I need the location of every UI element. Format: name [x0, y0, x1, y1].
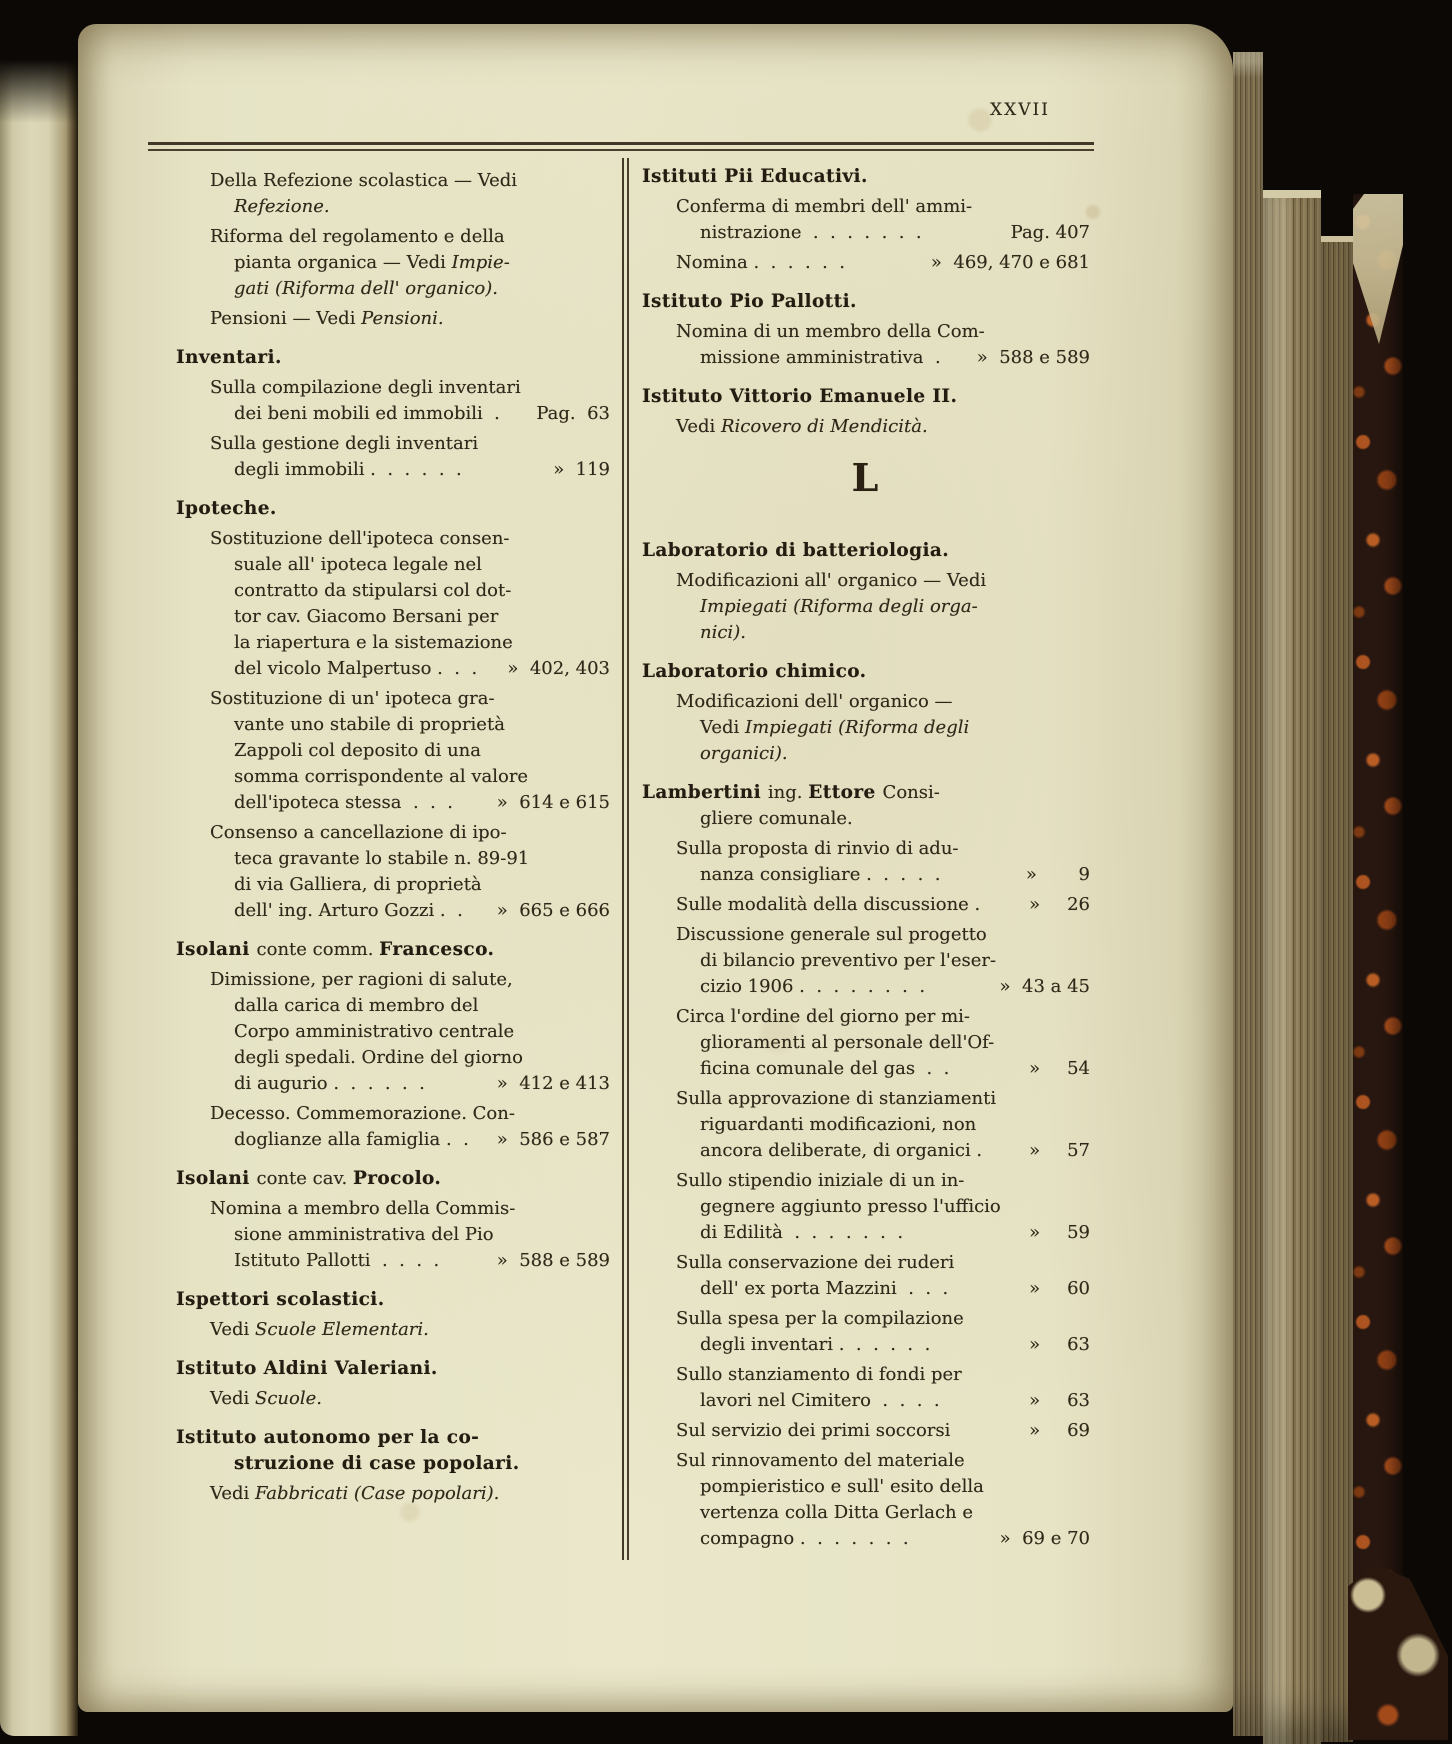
left-column — [176, 164, 610, 1507]
text-line — [642, 220, 1090, 246]
index-entry — [176, 224, 610, 302]
text-segment: glioramenti al personale dell'Of- — [700, 1032, 995, 1053]
text-segment: Pensioni — Vedi — [210, 308, 362, 329]
page-ref: Pag. 63 — [536, 403, 610, 424]
text-segment: gegnere aggiunto presso l'ufficio — [700, 1196, 1001, 1217]
text-line — [176, 375, 610, 401]
text-line — [642, 194, 1090, 220]
index-section-header — [176, 496, 610, 522]
text-segment: la riapertura e la sistemazione — [234, 632, 513, 653]
text-segment: Procolo. — [352, 1168, 442, 1189]
text-line — [176, 1386, 610, 1412]
text-segment: Refezione. — [234, 196, 330, 217]
left-page-edge — [0, 34, 78, 1736]
text-line — [642, 1362, 1090, 1388]
text-segment: Istituto autonomo per la co- — [176, 1427, 480, 1448]
text-segment: Fabbricati (Case popolari). — [255, 1483, 500, 1504]
text-segment: dei beni mobili ed immobili . — [234, 403, 500, 424]
text-segment: Vedi — [210, 1388, 255, 1409]
index-entry — [176, 526, 610, 682]
index-entry — [642, 1448, 1090, 1552]
text-line — [176, 224, 610, 250]
text-segment: Istituto Pallotti . . . . — [234, 1250, 440, 1271]
fore-edge-pages — [1321, 236, 1353, 1742]
text-segment: Sulla spesa per la compilazione — [676, 1308, 964, 1329]
text-line — [176, 872, 610, 898]
text-segment: dell' ing. Arturo Gozzi . . — [234, 900, 463, 921]
text-segment: Pensioni. — [361, 308, 444, 329]
text-segment: Modificazioni all' organico — Vedi — [676, 570, 987, 591]
text-segment: organici). — [700, 743, 788, 764]
index-section-header — [176, 1166, 610, 1192]
text-line — [642, 1250, 1090, 1276]
text-segment: gliere comunale. — [700, 808, 853, 829]
text-line — [642, 1030, 1090, 1056]
index-section-header — [642, 289, 1090, 315]
index-entry — [642, 194, 1090, 246]
text-segment: Ettore — [808, 782, 883, 803]
text-segment: cizio 1906 . . . . . . . . — [700, 976, 926, 997]
index-section-header — [642, 659, 1090, 685]
page-ref: » 57 — [1029, 1140, 1090, 1161]
text-segment: Sulla gestione degli inventari — [210, 433, 479, 454]
page-ref: » 63 — [1029, 1390, 1090, 1411]
text-segment: vante uno stabile di proprietà — [234, 714, 505, 735]
text-segment: degli immobili . . . . . . — [234, 459, 462, 480]
text-segment: dell'ipoteca stessa . . . — [234, 792, 453, 813]
text-segment: Istituto Vittorio Emanuele II. — [642, 386, 958, 407]
text-line — [642, 1168, 1090, 1194]
text-segment: conte comm. — [256, 939, 380, 960]
text-line — [642, 892, 1090, 918]
text-segment: Dimissione, per ragioni di salute, — [210, 969, 513, 990]
text-line — [642, 715, 1090, 741]
text-segment: Riforma del regolamento e della — [210, 226, 505, 247]
text-line — [642, 414, 1090, 440]
text-line — [642, 538, 1090, 564]
text-segment: Zappoli col deposito di una — [234, 740, 481, 761]
text-segment: lavori nel Cimitero . . . . — [700, 1390, 940, 1411]
text-segment: contratto da stipularsi col dot- — [234, 580, 512, 601]
text-line — [176, 630, 610, 656]
text-segment: Sul servizio dei primi soccorsi — [676, 1420, 951, 1441]
text-line — [642, 319, 1090, 345]
text-segment: Modificazioni dell' organico — — [676, 691, 953, 712]
text-line — [642, 1500, 1090, 1526]
text-segment: Ricovero di Mendicità. — [721, 416, 928, 437]
text-line — [176, 1248, 610, 1274]
index-entry — [176, 1386, 610, 1412]
text-line — [176, 1127, 610, 1153]
page-ref: » 54 — [1029, 1058, 1090, 1079]
right-column — [642, 164, 1090, 1552]
text-segment: ing. — [767, 782, 809, 803]
text-segment: Sulla approvazione di stanziamenti — [676, 1088, 997, 1109]
index-section-header — [642, 538, 1090, 564]
index-entry — [176, 431, 610, 483]
text-segment: Sostituzione di un' ipoteca gra- — [210, 688, 495, 709]
text-line — [642, 289, 1090, 315]
index-entry — [176, 168, 610, 220]
text-segment: suale all' ipoteca legale nel — [234, 554, 482, 575]
text-segment: Discussione generale sul progetto — [676, 924, 987, 945]
text-line — [642, 620, 1090, 646]
text-segment: del vicolo Malpertuso . . . — [234, 658, 478, 679]
text-line — [176, 656, 610, 682]
text-line — [176, 1451, 610, 1477]
index-entry — [642, 1168, 1090, 1246]
text-segment: nanza consigliare . . . . . — [700, 864, 941, 885]
text-line — [642, 1388, 1090, 1414]
text-line — [176, 1287, 610, 1313]
text-line — [176, 1425, 610, 1451]
text-line — [642, 974, 1090, 1000]
page-number: XXVII — [990, 100, 1050, 120]
index-entry — [642, 1306, 1090, 1358]
index-section-header — [642, 780, 1090, 832]
index-entry — [176, 1101, 610, 1153]
index-entry — [642, 1418, 1090, 1444]
index-entry — [176, 820, 610, 924]
index-entry — [176, 306, 610, 332]
text-line — [176, 790, 610, 816]
text-line — [642, 948, 1090, 974]
index-entry — [642, 836, 1090, 888]
text-line — [176, 578, 610, 604]
text-line — [176, 604, 610, 630]
header-rule — [148, 142, 1094, 151]
text-segment: Inventari. — [176, 347, 282, 368]
index-entry — [642, 1362, 1090, 1414]
text-line — [176, 345, 610, 371]
fore-edge-pages — [1263, 190, 1321, 1744]
text-segment: Francesco. — [379, 939, 495, 960]
text-segment: di augurio . . . . . . — [234, 1073, 425, 1094]
text-segment: Vedi — [210, 1319, 255, 1340]
text-segment: Conferma di membri dell' ammi- — [676, 196, 973, 217]
index-entry — [176, 1481, 610, 1507]
text-line — [176, 1019, 610, 1045]
text-line — [176, 1071, 610, 1097]
index-entry — [642, 922, 1090, 1000]
text-line — [642, 568, 1090, 594]
text-line — [642, 250, 1090, 276]
text-line — [176, 898, 610, 924]
text-line — [642, 1138, 1090, 1164]
text-segment: Nomina a membro della Commis- — [210, 1198, 516, 1219]
text-segment: Ispettori scolastici. — [176, 1289, 385, 1310]
text-segment: Isolani — [176, 1168, 257, 1189]
text-line — [642, 1526, 1090, 1552]
text-segment: teca gravante lo stabile n. 89-91 — [234, 848, 530, 869]
text-line — [642, 1418, 1090, 1444]
text-segment: Sostituzione dell'ipoteca consen- — [210, 528, 510, 549]
text-segment: Scuole Elementari. — [255, 1319, 429, 1340]
text-segment: Nomina . . . . . . — [676, 252, 846, 273]
page-ref: » 586 e 587 — [496, 1129, 610, 1150]
index-section-header — [176, 345, 610, 371]
text-line — [176, 552, 610, 578]
text-line — [642, 806, 1090, 832]
text-segment: sione amministrativa del Pio — [234, 1224, 494, 1245]
page-ref: » 402, 403 — [507, 658, 610, 679]
index-entry — [176, 1317, 610, 1343]
text-segment: Istituto Pio Pallotti. — [642, 291, 857, 312]
page-ref: » 63 — [1029, 1334, 1090, 1355]
text-segment: pianta organica — Vedi — [234, 252, 452, 273]
text-segment: dalla carica di membro del — [234, 995, 479, 1016]
text-line — [176, 937, 610, 963]
text-line — [642, 1448, 1090, 1474]
text-line — [176, 526, 610, 552]
text-segment: Impiegati (Riforma degli — [745, 717, 970, 738]
text-line — [642, 1004, 1090, 1030]
text-line — [176, 250, 610, 276]
text-segment: Scuole. — [255, 1388, 322, 1409]
text-segment: degli spedali. Ordine del giorno — [234, 1047, 523, 1068]
page-ref: » 412 e 413 — [496, 1073, 610, 1094]
text-segment: ancora deliberate, di organici . — [700, 1140, 983, 1161]
index-entry — [176, 967, 610, 1097]
page-ref: » 26 — [1029, 894, 1090, 915]
text-line — [176, 1166, 610, 1192]
text-line — [176, 1196, 610, 1222]
text-segment: tor cav. Giacomo Bersani per — [234, 606, 499, 627]
index-entry — [642, 1250, 1090, 1302]
text-line — [642, 164, 1090, 190]
text-line — [642, 384, 1090, 410]
text-segment: Sulla conservazione dei ruderi — [676, 1252, 955, 1273]
text-segment: Impiegati (Riforma degli orga- — [700, 596, 978, 617]
index-entry — [642, 892, 1090, 918]
text-line — [176, 686, 610, 712]
text-line — [642, 922, 1090, 948]
text-line — [176, 1222, 610, 1248]
text-segment: ficina comunale del gas . . — [700, 1058, 950, 1079]
text-segment: Vedi — [676, 416, 721, 437]
page-ref: » 69 e 70 — [999, 1528, 1090, 1549]
index-section-header — [176, 1356, 610, 1382]
page-ref: » 69 — [1029, 1420, 1090, 1441]
text-segment: Laboratorio di batteriologia. — [642, 540, 950, 561]
text-line — [176, 967, 610, 993]
text-line — [642, 836, 1090, 862]
text-segment: compagno . . . . . . . — [700, 1528, 909, 1549]
text-line — [642, 1306, 1090, 1332]
text-line — [642, 1086, 1090, 1112]
text-segment: Isolani — [176, 939, 257, 960]
text-segment: somma corrispondente al valore — [234, 766, 529, 787]
index-entry — [642, 1086, 1090, 1164]
text-segment: vertenza colla Ditta Gerlach e — [700, 1502, 974, 1523]
page-ref: » 9 — [1025, 864, 1090, 885]
index-section-header — [642, 164, 1090, 190]
text-segment: Sul rinnovamento del materiale — [676, 1450, 965, 1471]
text-segment: Istituto Aldini Valeriani. — [176, 1358, 438, 1379]
page-ref: » 469, 470 e 681 — [930, 252, 1090, 273]
text-line — [176, 738, 610, 764]
text-line — [176, 764, 610, 790]
text-segment: di via Galliera, di proprietà — [234, 874, 482, 895]
text-segment: Laboratorio chimico. — [642, 661, 867, 682]
text-segment: Decesso. Commemorazione. Con- — [210, 1103, 515, 1124]
text-segment: Ipoteche. — [176, 498, 277, 519]
page-ref: » 43 a 45 — [999, 976, 1090, 997]
index-section-header — [642, 384, 1090, 410]
page-ref: » 665 e 666 — [496, 900, 610, 921]
column-divider — [622, 158, 629, 1560]
index-entry — [176, 375, 610, 427]
text-line — [642, 780, 1090, 806]
text-segment: conte cav. — [256, 1168, 353, 1189]
text-line — [176, 846, 610, 872]
text-segment: di bilancio preventivo per l'eser- — [700, 950, 997, 971]
text-segment: gati (Riforma dell' organico). — [234, 278, 498, 299]
text-segment: di Edilità . . . . . . . — [700, 1222, 904, 1243]
text-line — [642, 345, 1090, 371]
text-segment: degli inventari . . . . . . — [700, 1334, 931, 1355]
text-line — [642, 1332, 1090, 1358]
index-section-header — [176, 1425, 610, 1477]
book-cover-marbled — [1353, 194, 1403, 1740]
text-line — [176, 1481, 610, 1507]
text-segment: Sullo stanziamento di fondi per — [676, 1364, 962, 1385]
text-segment: struzione di case popolari. — [234, 1453, 520, 1474]
text-line — [176, 431, 610, 457]
text-segment: Sulle modalità della discussione . — [676, 894, 981, 915]
text-segment: Vedi — [210, 1483, 255, 1504]
text-line — [642, 1220, 1090, 1246]
page-ref: » 614 e 615 — [496, 792, 610, 813]
text-line — [176, 306, 610, 332]
text-line — [642, 1194, 1090, 1220]
page — [78, 24, 1233, 1712]
text-line — [176, 1356, 610, 1382]
page-ref: » 59 — [1029, 1222, 1090, 1243]
text-line — [176, 194, 610, 220]
text-line — [176, 1045, 610, 1071]
book-cover-marbled — [1348, 1565, 1448, 1740]
text-segment: Sulla compilazione degli inventari — [210, 377, 521, 398]
text-line — [176, 457, 610, 483]
index-entry — [176, 1196, 610, 1274]
text-line — [176, 993, 610, 1019]
section-letter: L — [851, 455, 881, 500]
text-line — [642, 1474, 1090, 1500]
text-line — [642, 689, 1090, 715]
text-segment: missione amministrativa . — [700, 347, 941, 368]
index-entry — [642, 1004, 1090, 1082]
text-segment: nistrazione . . . . . . . — [700, 222, 922, 243]
index-section-header — [176, 937, 610, 963]
page-ref: » 119 — [553, 459, 610, 480]
index-entry — [642, 250, 1090, 276]
page-ref: » 588 e 589 — [976, 347, 1090, 368]
text-line — [176, 820, 610, 846]
text-line — [642, 741, 1090, 767]
text-segment: Istituti Pii Educativi. — [642, 166, 868, 187]
text-line — [176, 712, 610, 738]
fore-edge-pages — [1233, 52, 1263, 1736]
index-entry — [642, 689, 1090, 767]
text-line — [642, 594, 1090, 620]
index-entry — [642, 568, 1090, 646]
text-segment: Consi- — [882, 782, 940, 803]
text-line — [176, 401, 610, 427]
page-ref: » 60 — [1029, 1278, 1090, 1299]
text-line — [642, 659, 1090, 685]
text-segment: Della Refezione scolastica — Vedi — [210, 170, 518, 191]
text-segment: riguardanti modificazioni, non — [700, 1114, 977, 1135]
text-segment: Nomina di un membro della Com- — [676, 321, 985, 342]
text-segment: Corpo amministrativo centrale — [234, 1021, 515, 1042]
text-line — [176, 1101, 610, 1127]
text-segment: pompieristico e sull' esito della — [700, 1476, 984, 1497]
text-line — [176, 168, 610, 194]
text-line — [176, 496, 610, 522]
page-ref: » 588 e 589 — [496, 1250, 610, 1271]
text-segment: Consenso a cancellazione di ipo- — [210, 822, 507, 843]
text-line — [642, 862, 1090, 888]
text-line — [642, 1112, 1090, 1138]
index-section-header — [176, 1287, 610, 1313]
text-segment: Sullo stipendio iniziale di un in- — [676, 1170, 965, 1191]
index-entry — [176, 686, 610, 816]
text-segment: Impie- — [451, 252, 510, 273]
text-line — [642, 1276, 1090, 1302]
text-segment: doglianze alla famiglia . . — [234, 1129, 469, 1150]
text-line — [176, 1317, 610, 1343]
text-segment: Lambertini — [642, 782, 768, 803]
text-segment: dell' ex porta Mazzini . . . — [700, 1278, 949, 1299]
text-segment: nici). — [700, 622, 746, 643]
text-line — [642, 1056, 1090, 1082]
text-segment: Vedi — [700, 717, 745, 738]
page-ref: Pag. 407 — [1010, 222, 1090, 243]
text-segment: Circa l'ordine del giorno per mi- — [676, 1006, 970, 1027]
index-entry — [642, 319, 1090, 371]
text-segment: Sulla proposta di rinvio di adu- — [676, 838, 959, 859]
text-line — [176, 276, 610, 302]
index-entry — [642, 414, 1090, 440]
